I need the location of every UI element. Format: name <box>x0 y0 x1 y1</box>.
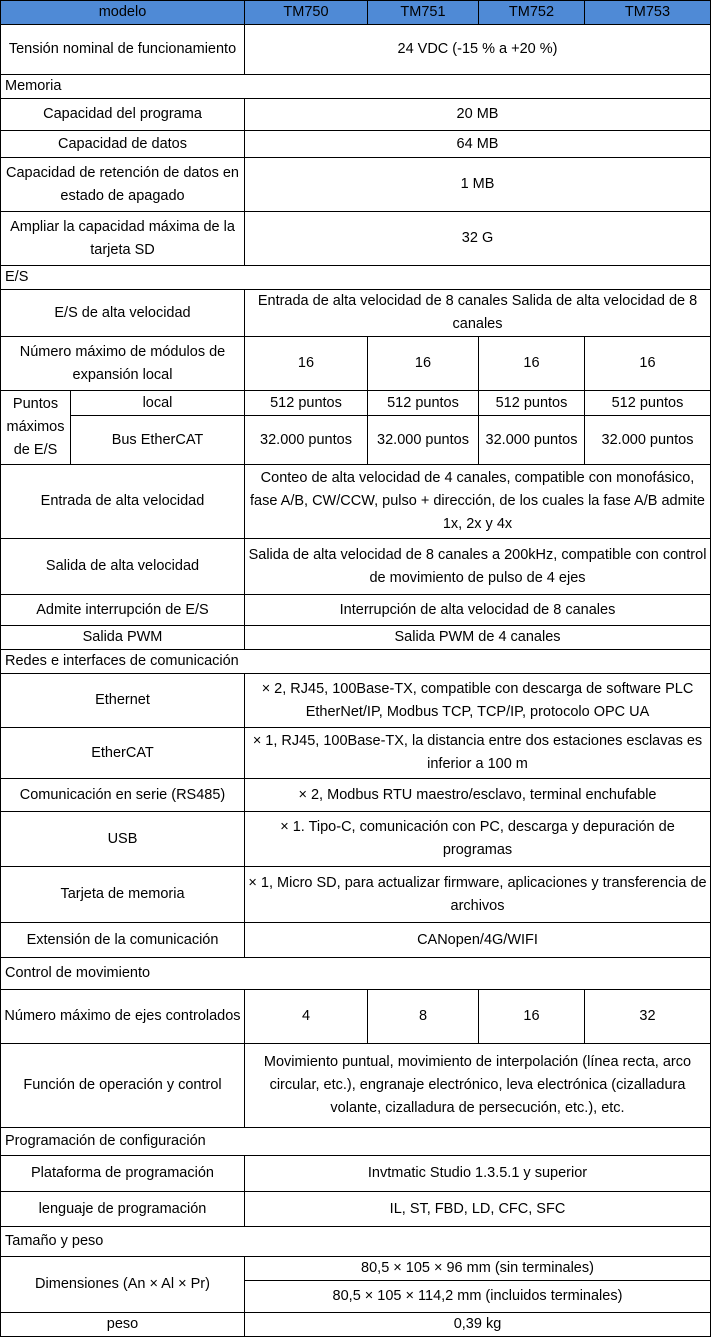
data-capacity-label: Capacidad de datos <box>1 131 245 158</box>
max-points-label: Puntos máximos de E/S <box>1 391 71 465</box>
memory-card-value: × 1, Micro SD, para actualizar firmware, aplicaciones y transferencia de archivos <box>245 867 711 923</box>
local-tm752: 512 puntos <box>479 391 585 416</box>
language-label: lenguaje de programación <box>1 1192 245 1227</box>
table-row <box>1 812 711 867</box>
weight-label: peso <box>1 1313 245 1337</box>
table-row <box>1 290 711 337</box>
interrupt-value: Interrupción de alta velocidad de 8 canales <box>245 595 711 626</box>
table-row <box>1 1192 711 1227</box>
program-capacity-value: 20 MB <box>245 99 711 131</box>
table-row <box>1 867 711 923</box>
weight-value: 0,39 kg <box>245 1313 711 1337</box>
dimensions-value-2: 80,5 × 105 × 114,2 mm (incluidos terminales) <box>245 1281 711 1313</box>
tm751-header: TM751 <box>368 1 479 25</box>
table-row <box>1 1313 711 1337</box>
local-label: local <box>71 391 245 416</box>
local-tm753: 512 puntos <box>585 391 711 416</box>
bus-tm751: 32.000 puntos <box>368 416 479 465</box>
expansion-tm751: 16 <box>368 337 479 391</box>
section-row <box>1 1227 711 1257</box>
program-capacity-label: Capacidad del programa <box>1 99 245 131</box>
memory-card-label: Tarjeta de memoria <box>1 867 245 923</box>
axes-tm752: 16 <box>479 990 585 1044</box>
serial-label: Comunicación en serie (RS485) <box>1 779 245 812</box>
section-programming: Programación de configuración <box>1 1128 711 1156</box>
section-io: E/S <box>1 266 711 290</box>
table-row <box>1 539 711 595</box>
local-tm751: 512 puntos <box>368 391 479 416</box>
table-row <box>1 131 711 158</box>
ethernet-label: Ethernet <box>1 674 245 728</box>
bus-tm752: 32.000 puntos <box>479 416 585 465</box>
hs-io-label: E/S de alta velocidad <box>1 290 245 337</box>
section-row <box>1 266 711 290</box>
axes-tm750: 4 <box>245 990 368 1044</box>
tm750-header: TM750 <box>245 1 368 25</box>
axes-tm753: 32 <box>585 990 711 1044</box>
comm-ext-label: Extensión de la comunicación <box>1 923 245 958</box>
usb-value: × 1. Tipo-C, comunicación con PC, descarga y depuración de programas <box>245 812 711 867</box>
section-row <box>1 1128 711 1156</box>
hs-output-label: Salida de alta velocidad <box>1 539 245 595</box>
section-row <box>1 650 711 674</box>
retention-value: 1 MB <box>245 158 711 212</box>
table-row <box>1 626 711 650</box>
data-capacity-value: 64 MB <box>245 131 711 158</box>
voltage-label: Tensión nominal de funcionamiento <box>1 25 245 75</box>
hs-io-value: Entrada de alta velocidad de 8 canales Salida de alta velocidad de 8 canales <box>245 290 711 337</box>
operation-value: Movimiento puntual, movimiento de interpolación (línea recta, arco circular, etc.), engranaje electrónico, leva electrónica (cizalladura volante, cizalladura de persecución, etc.), etc. <box>245 1044 711 1128</box>
language-value: IL, ST, FBD, LD, CFC, SFC <box>245 1192 711 1227</box>
expansion-label: Número máximo de módulos de expansión local <box>1 337 245 391</box>
dimensions-label: Dimensiones (An × Al × Pr) <box>1 1257 245 1313</box>
hs-input-value: Conteo de alta velocidad de 4 canales, compatible con monofásico, fase A/B, CW/CCW, pulso + dirección, de los cuales la fase A/B admite 1x, 2x y 4x <box>245 465 711 539</box>
table-row <box>1 337 711 391</box>
section-size: Tamaño y peso <box>1 1227 711 1257</box>
section-memory: Memoria <box>1 75 711 99</box>
table-row <box>1 674 711 728</box>
table-row <box>1 391 711 416</box>
table-row <box>1 99 711 131</box>
tm752-header: TM752 <box>479 1 585 25</box>
table-row <box>1 212 711 266</box>
table-row <box>1 416 711 465</box>
pwm-value: Salida PWM de 4 canales <box>245 626 711 650</box>
pwm-label: Salida PWM <box>1 626 245 650</box>
platform-label: Plataforma de programación <box>1 1156 245 1192</box>
table-row <box>1 595 711 626</box>
bus-tm753: 32.000 puntos <box>585 416 711 465</box>
comm-ext-value: CANopen/4G/WIFI <box>245 923 711 958</box>
local-tm750: 512 puntos <box>245 391 368 416</box>
expansion-tm753: 16 <box>585 337 711 391</box>
retention-label: Capacidad de retención de datos en estado de apagado <box>1 158 245 212</box>
platform-value: Invtmatic Studio 1.3.5.1 y superior <box>245 1156 711 1192</box>
section-row <box>1 75 711 99</box>
expansion-tm752: 16 <box>479 337 585 391</box>
section-network: Redes e interfaces de comunicación <box>1 650 711 674</box>
table-row <box>1 1257 711 1281</box>
table-row <box>1 465 711 539</box>
serial-value: × 2, Modbus RTU maestro/esclavo, terminal enchufable <box>245 779 711 812</box>
operation-label: Función de operación y control <box>1 1044 245 1128</box>
usb-label: USB <box>1 812 245 867</box>
table-row <box>1 158 711 212</box>
voltage-value: 24 VDC (-15 % a +20 %) <box>245 25 711 75</box>
interrupt-label: Admite interrupción de E/S <box>1 595 245 626</box>
section-row <box>1 958 711 990</box>
bus-label: Bus EtherCAT <box>71 416 245 465</box>
ethercat-value: × 1, RJ45, 100Base-TX, la distancia entre dos estaciones esclavas es inferior a 100 m <box>245 728 711 779</box>
table-row <box>1 923 711 958</box>
axes-label: Número máximo de ejes controlados <box>1 990 245 1044</box>
table-row <box>1 1044 711 1128</box>
model-header: modelo <box>1 1 245 25</box>
hs-output-value: Salida de alta velocidad de 8 canales a 200kHz, compatible con control de movimiento de pulso de 4 ejes <box>245 539 711 595</box>
section-motion: Control de movimiento <box>1 958 711 990</box>
table-row <box>1 779 711 812</box>
hs-input-label: Entrada de alta velocidad <box>1 465 245 539</box>
ethercat-label: EtherCAT <box>1 728 245 779</box>
dimensions-value-1: 80,5 × 105 × 96 mm (sin terminales) <box>245 1257 711 1281</box>
table-row <box>1 1156 711 1192</box>
expansion-tm750: 16 <box>245 337 368 391</box>
bus-tm750: 32.000 puntos <box>245 416 368 465</box>
axes-tm751: 8 <box>368 990 479 1044</box>
tm753-header: TM753 <box>585 1 711 25</box>
table-row <box>1 728 711 779</box>
sd-value: 32 G <box>245 212 711 266</box>
table-row <box>1 990 711 1044</box>
sd-label: Ampliar la capacidad máxima de la tarjeta SD <box>1 212 245 266</box>
header-row <box>1 1 711 25</box>
table-row <box>1 25 711 75</box>
ethernet-value: × 2, RJ45, 100Base-TX, compatible con descarga de software PLC EtherNet/IP, Modbus TCP, TCP/IP, protocolo OPC UA <box>245 674 711 728</box>
